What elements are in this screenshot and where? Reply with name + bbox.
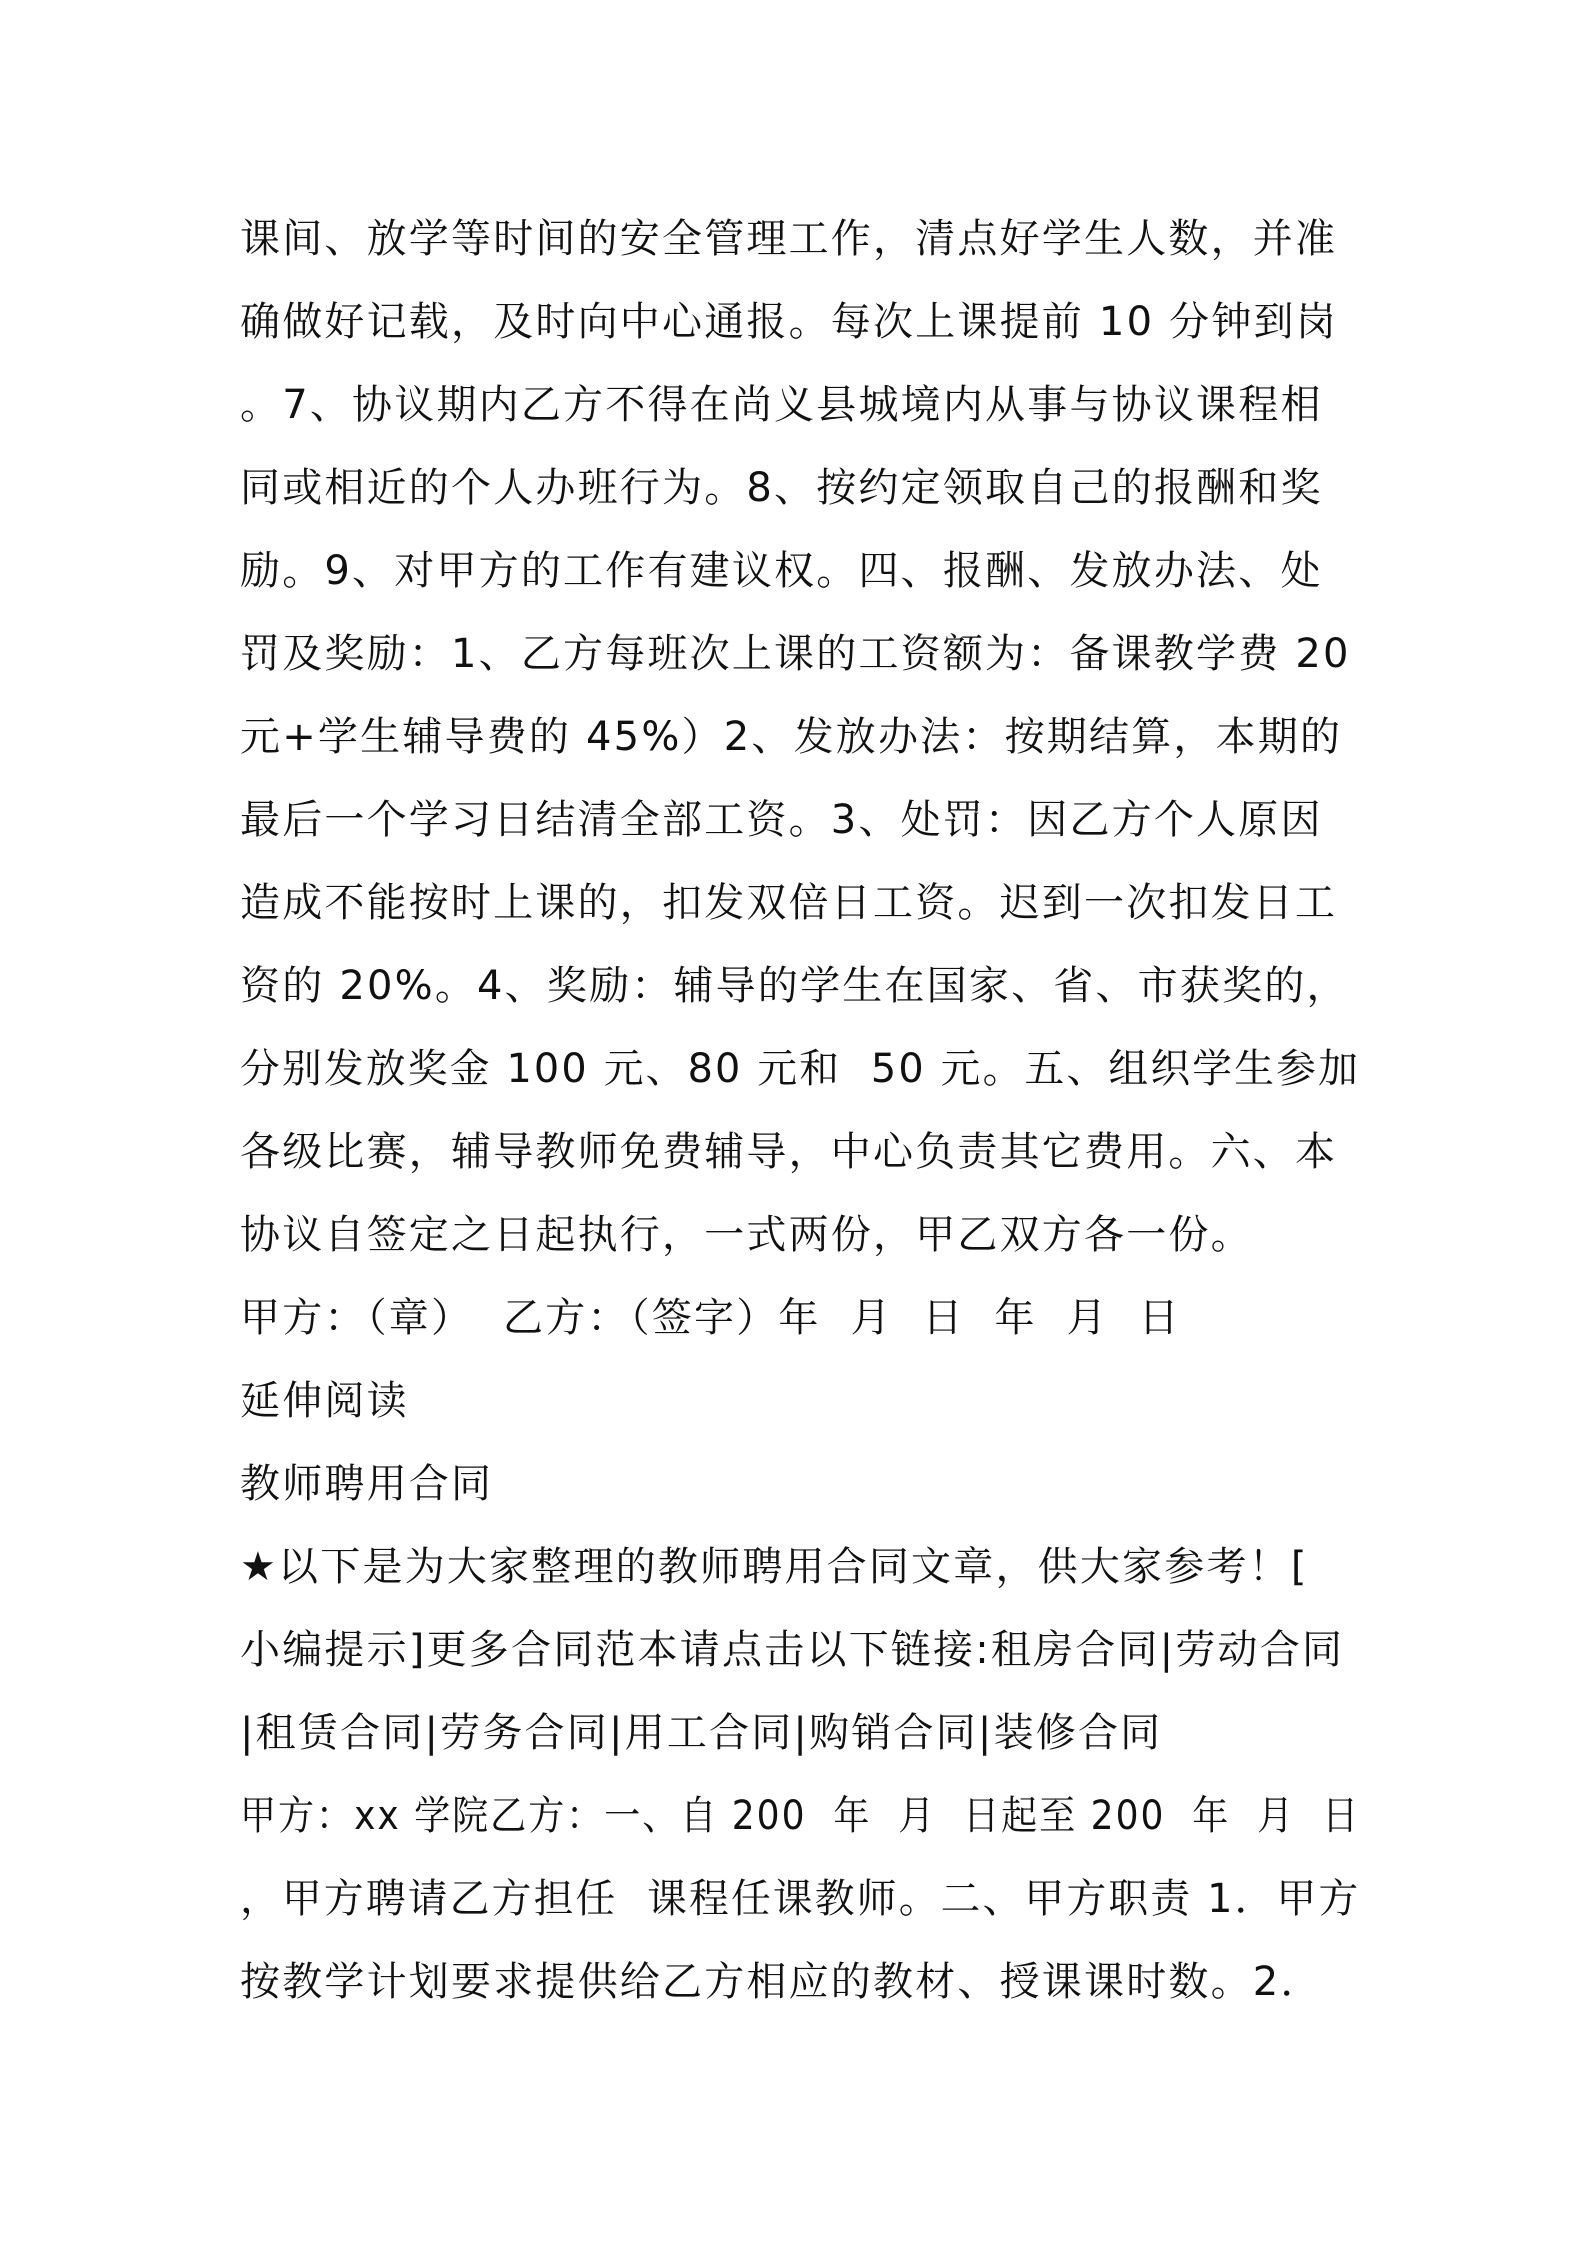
text-line: ★以下是为大家整理的教师聘用合同文章，供大家参考！[ [240,1544,1309,1590]
text-line: 确做好记载，及时向中心通报。每次上课提前 10 分钟到岗 [240,299,1338,345]
text-line: 分别发放奖金 100 元、80 元和 50 元。五、组织学生参加 [240,1046,1361,1092]
text-line: 励。9、对甲方的工作有建议权。四、报酬、发放办法、处 [240,548,1323,594]
text-line: 课间、放学等时间的安全管理工作，清点好学生人数，并准 [240,216,1338,262]
text-line: 最后一个学习日结清全部工资。3、处罚：因乙方个人原因 [240,797,1323,843]
section-heading-extended-reading: 延伸阅读 [240,1378,409,1424]
text-line: 。7、协议期内乙方不得在尚义县城境内从事与协议课程相 [240,382,1323,428]
document-body [240,198,1360,2024]
text-line: |租赁合同|劳务合同|用工合同|购销合同|装修合同 [240,1710,1163,1756]
text-line: 元+学生辅导费的 45%）2、发放办法：按期结算，本期的 [240,714,1343,760]
text-line: 罚及奖励：1、乙方每班次上课的工资额为：备课教学费 20 [240,631,1351,677]
text-line: 甲方：xx 学院乙方：一、自 200 年 月 日起至 200 年 月 日 [240,1793,1361,1839]
text-line: 资的 20%。4、奖励：辅导的学生在国家、省、市获奖的， [240,963,1349,1009]
article-title: 教师聘用合同 [240,1461,494,1507]
signature-line: 甲方：（章） 乙方：（签字）年 月 日 年 月 日 [240,1295,1181,1341]
text-line: 协议自签定之日起执行，一式两份，甲乙双方各一份。 [240,1212,1253,1258]
text-line: 同或相近的个人办班行为。8、按约定领取自己的报酬和奖 [240,465,1323,511]
text-line: 小编提示]更多合同范本请点击以下链接:租房合同|劳动合同 [240,1627,1345,1673]
text-line: 按教学计划要求提供给乙方相应的教材、授课课时数。2． [240,1959,1323,2005]
text-line: 造成不能按时上课的，扣发双倍日工资。迟到一次扣发日工 [240,880,1338,926]
text-line: ，甲方聘请乙方担任 课程任课教师。二、甲方职责 1．甲方 [240,1876,1361,1922]
text-line: 各级比赛，辅导教师免费辅导，中心负责其它费用。六、本 [240,1129,1338,1175]
